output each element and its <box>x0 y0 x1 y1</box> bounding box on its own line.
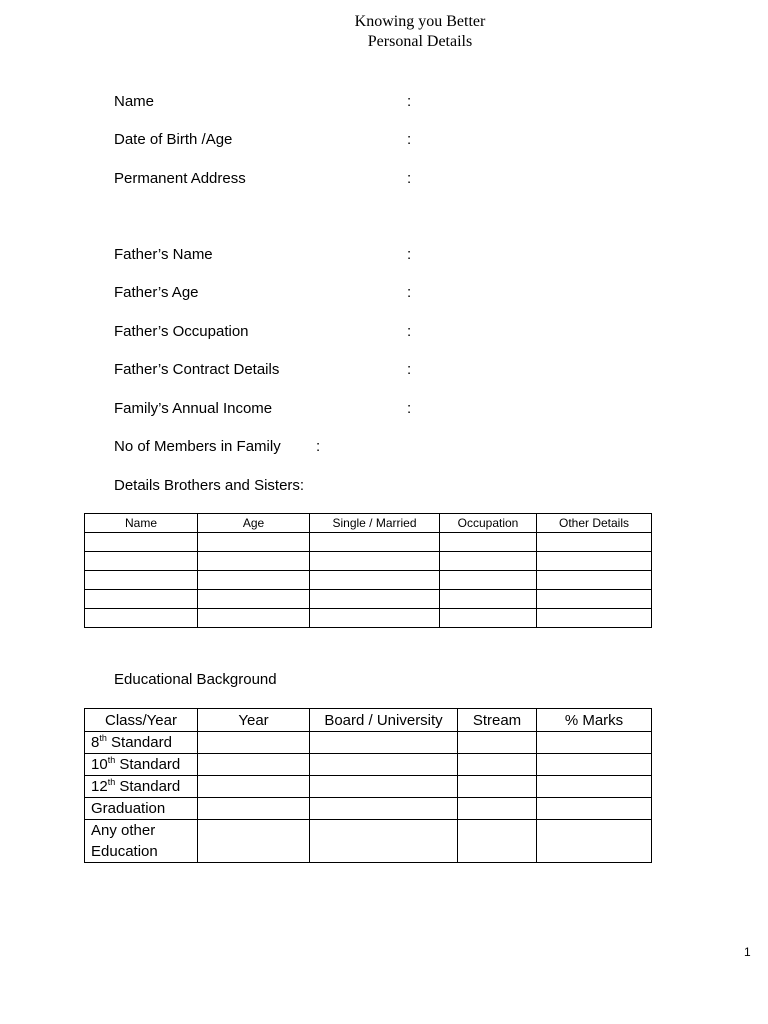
table-row <box>85 533 652 552</box>
siblings-header-age: Age <box>198 514 310 533</box>
siblings-header-other-details: Other Details <box>537 514 652 533</box>
table-cell[interactable] <box>85 571 198 590</box>
field-name-colon: : <box>407 93 412 110</box>
table-cell[interactable] <box>310 609 440 628</box>
table-cell[interactable] <box>537 798 652 820</box>
table-cell[interactable] <box>198 798 310 820</box>
table-cell[interactable] <box>85 609 198 628</box>
education-header-row <box>85 709 652 732</box>
row-label-number: 10 <box>91 756 108 773</box>
table-cell[interactable] <box>458 776 537 798</box>
education-row-12th-label <box>85 776 198 798</box>
row-label-text: Standard <box>115 778 181 795</box>
row-label-suffix: th <box>107 777 116 787</box>
field-fathers-occupation-label: Father’s Occupation <box>114 323 249 340</box>
field-members-in-family-label: No of Members in Family <box>114 438 281 455</box>
table-cell[interactable] <box>310 820 458 863</box>
field-permanent-address-label: Permanent Address <box>114 170 246 187</box>
table-cell[interactable] <box>458 798 537 820</box>
education-row-8th-label <box>85 732 198 754</box>
education-table <box>84 708 652 863</box>
field-fathers-name-colon: : <box>407 246 412 263</box>
row-label-suffix: th <box>107 755 116 765</box>
table-cell[interactable] <box>198 732 310 754</box>
table-cell[interactable] <box>85 590 198 609</box>
table-cell[interactable] <box>537 732 652 754</box>
title-line-1: Knowing you Better <box>354 13 486 30</box>
siblings-table <box>84 513 652 628</box>
table-cell[interactable] <box>310 571 440 590</box>
siblings-header-row <box>85 514 652 533</box>
row-label-text: Standard <box>115 756 181 773</box>
row-label-text: Standard <box>106 734 172 751</box>
siblings-header-occupation: Occupation <box>440 514 537 533</box>
field-fathers-contract-details-colon: : <box>407 361 412 378</box>
table-row <box>85 732 652 754</box>
field-dob-age-label: Date of Birth /Age <box>114 131 233 148</box>
education-header-year: Year <box>198 709 310 732</box>
row-label-number: 8 <box>91 734 100 751</box>
title-line-2: Personal Details <box>367 33 473 50</box>
table-cell[interactable] <box>537 609 652 628</box>
table-cell[interactable] <box>198 533 310 552</box>
table-cell[interactable] <box>310 590 440 609</box>
education-row-graduation-label <box>85 798 198 820</box>
table-cell[interactable] <box>310 533 440 552</box>
table-row <box>85 571 652 590</box>
field-family-annual-income-colon: : <box>407 400 412 417</box>
table-cell[interactable] <box>310 776 458 798</box>
field-members-in-family-colon: : <box>316 438 321 455</box>
table-row <box>85 798 652 820</box>
table-cell[interactable] <box>537 590 652 609</box>
field-fathers-age-label: Father’s Age <box>114 284 199 301</box>
page-number: 1 <box>744 945 751 959</box>
table-cell[interactable] <box>537 776 652 798</box>
table-cell[interactable] <box>458 732 537 754</box>
table-cell[interactable] <box>458 820 537 863</box>
table-cell[interactable] <box>537 552 652 571</box>
row-label-text: Any other Education <box>91 822 158 860</box>
table-row <box>85 754 652 776</box>
table-cell[interactable] <box>440 533 537 552</box>
table-cell[interactable] <box>85 533 198 552</box>
education-row-10th-label <box>85 754 198 776</box>
table-cell[interactable] <box>310 754 458 776</box>
field-fathers-occupation-colon: : <box>407 323 412 340</box>
document-title <box>0 12 768 52</box>
siblings-section-label: Details Brothers and Sisters: <box>114 477 305 494</box>
education-row-other-label <box>85 820 198 863</box>
education-section-label: Educational Background <box>114 671 277 688</box>
siblings-header-name: Name <box>85 514 198 533</box>
table-cell[interactable] <box>440 552 537 571</box>
table-row <box>85 820 652 863</box>
table-cell[interactable] <box>85 552 198 571</box>
table-cell[interactable] <box>198 609 310 628</box>
field-family-annual-income-label: Family’s Annual Income <box>114 400 273 417</box>
table-cell[interactable] <box>310 798 458 820</box>
row-label-suffix: th <box>99 733 107 743</box>
table-cell[interactable] <box>198 571 310 590</box>
field-fathers-age-colon: : <box>407 284 412 301</box>
table-cell[interactable] <box>440 609 537 628</box>
siblings-header-single-married: Single / Married <box>310 514 440 533</box>
table-row <box>85 552 652 571</box>
field-permanent-address-colon: : <box>407 170 412 187</box>
table-cell[interactable] <box>458 754 537 776</box>
table-row <box>85 776 652 798</box>
table-cell[interactable] <box>537 820 652 863</box>
table-cell[interactable] <box>537 754 652 776</box>
field-name-label: Name <box>114 93 155 110</box>
row-label-text: Graduation <box>91 800 166 817</box>
table-row <box>85 609 652 628</box>
table-row <box>85 590 652 609</box>
table-cell[interactable] <box>537 533 652 552</box>
table-cell[interactable] <box>310 732 458 754</box>
field-fathers-name-label: Father’s Name <box>114 246 213 263</box>
table-cell[interactable] <box>537 571 652 590</box>
table-cell[interactable] <box>198 776 310 798</box>
education-header-marks: % Marks <box>537 709 652 732</box>
table-cell[interactable] <box>198 820 310 863</box>
table-cell[interactable] <box>198 552 310 571</box>
field-dob-age-colon: : <box>407 131 412 148</box>
field-fathers-contract-details-label: Father’s Contract Details <box>114 361 280 378</box>
table-cell[interactable] <box>310 552 440 571</box>
education-header-stream: Stream <box>458 709 537 732</box>
education-header-board-university: Board / University <box>310 709 458 732</box>
table-cell[interactable] <box>198 754 310 776</box>
table-cell[interactable] <box>440 590 537 609</box>
table-cell[interactable] <box>198 590 310 609</box>
education-header-class-year: Class/Year <box>85 709 198 732</box>
row-label-number: 12 <box>91 778 108 795</box>
table-cell[interactable] <box>440 571 537 590</box>
